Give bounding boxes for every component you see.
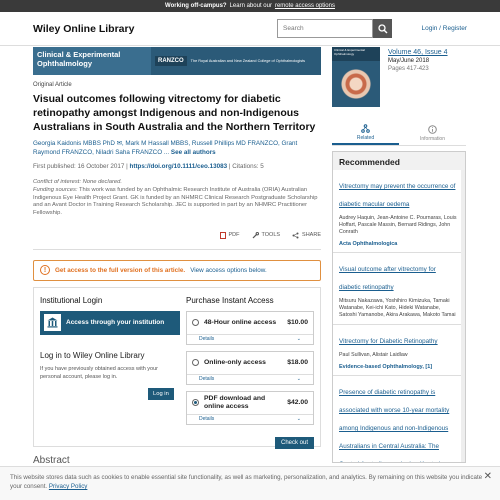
- search-bar: [277, 19, 392, 38]
- info-icon: [428, 125, 437, 134]
- first-published: First published: 16 October 2017: [33, 163, 125, 170]
- share-label: SHARE: [302, 232, 321, 239]
- purchase-option[interactable]: [186, 391, 314, 425]
- tools-menu[interactable]: [252, 232, 281, 239]
- remote-access-link[interactable]: remote access options: [274, 3, 335, 9]
- journal-banner[interactable]: [33, 47, 321, 75]
- funding-statement: [33, 187, 321, 218]
- access-notice: [33, 260, 321, 281]
- tab-information[interactable]: [399, 121, 466, 145]
- list-item: [333, 170, 465, 253]
- wiley-login-text: If you have previously obtained access with your personal account, please log in.: [40, 365, 159, 380]
- recommended-scrollbar[interactable]: [461, 170, 465, 462]
- volume-issue-link[interactable]: Volume 46, Issue 4: [388, 49, 448, 56]
- option-price: $18.00: [287, 359, 308, 367]
- conflict-statement: Conflict of interest: None declared.: [33, 179, 122, 185]
- purchase-title: Purchase Instant Access: [186, 295, 274, 305]
- citations-count[interactable]: Citations: 5: [232, 163, 264, 170]
- list-item: [333, 325, 465, 376]
- journal-name-line1: Clinical & Experimental: [37, 50, 121, 59]
- recommended-authors: Audrey Haquin, Jean-Antoine C. Pournaras, Louis Hoffart, Pascale Massin, Bernard Ridings, John Conrath: [339, 215, 457, 235]
- issue-date: May/June 2018: [388, 58, 430, 64]
- share-icon: [292, 232, 299, 239]
- doi-link[interactable]: https://doi.org/10.1111/ceo.13083: [129, 163, 228, 170]
- wrench-icon: [252, 232, 259, 239]
- see-all-authors-link[interactable]: See all authors: [170, 148, 216, 156]
- section-divider: [33, 249, 321, 250]
- chevron-down-icon: ⌄: [296, 336, 301, 343]
- wiley-login-title: Log in to Wiley Online Library: [40, 350, 145, 360]
- option-details-toggle[interactable]: [187, 414, 313, 424]
- log-in-button[interactable]: Log in: [148, 388, 174, 400]
- journal-cover[interactable]: [332, 47, 380, 107]
- article-main: [33, 47, 321, 447]
- option-details-toggle[interactable]: [187, 374, 313, 384]
- details-label: Details: [199, 336, 215, 343]
- cover-image: [338, 67, 374, 101]
- option-radio-selected[interactable]: [192, 399, 199, 406]
- cover-title: Clinical & Experimental Ophthalmology: [332, 47, 380, 61]
- list-item: [333, 253, 465, 325]
- off-campus-bar: [0, 0, 500, 12]
- sidebar: [332, 47, 466, 463]
- cookie-banner: [0, 466, 500, 500]
- list-item: [333, 376, 465, 463]
- off-campus-text: Learn about our: [229, 3, 272, 9]
- abstract-heading: Abstract: [33, 455, 70, 466]
- check-out-button[interactable]: Check out: [275, 437, 314, 449]
- institution-icon: [44, 314, 61, 331]
- society-logo: RANZCO: [155, 56, 187, 66]
- close-icon[interactable]: ✕: [483, 471, 492, 482]
- access-notice-strong: Get access to the full version of this article.: [55, 266, 186, 274]
- purchase-option[interactable]: [186, 351, 314, 385]
- option-label: PDF download and online access: [204, 395, 266, 410]
- site-logo[interactable]: Wiley Online Library: [33, 22, 135, 35]
- recommended-title-link[interactable]: Vitrectomy may prevent the occurrence of diabetic macular oedema: [339, 183, 456, 208]
- login-register-link[interactable]: Login / Register: [421, 25, 467, 32]
- recommended-panel: [332, 151, 466, 463]
- recommended-authors: Mitsuru Nakazawa, Yoshihiro Kimizuka, Tamaki Watanabe, Kei-ichi Kato, Hideki Watanabe, Satoshi Yamanobe, Akira Arakawa, Makoto Tamai: [339, 298, 456, 318]
- recommended-journal[interactable]: Acta Ophthalmologica: [339, 241, 398, 247]
- site-header: [0, 12, 500, 46]
- publication-line: First published: 16 October 2017 | https://doi.org/10.1111/ceo.13083 | Citations: 5: [33, 163, 264, 170]
- author-list: [33, 140, 321, 157]
- funding-text: This work was funded by an Ophthalmic Research Institute of Australia (ORIA) Australian Indigenous Eye Health Project Grant. GK is funded by an NHMRC Clinical Research Postgraduate Scholarship and an Avant Doctor in Training Research Scholarship. JEC is supported in part by an NHMRC Practitioner Fellowship.: [33, 186, 318, 217]
- article-tools: [33, 232, 321, 239]
- related-icon: [361, 124, 370, 133]
- issue-meta: [388, 49, 448, 107]
- institutional-login-title: Institutional Login: [40, 295, 103, 305]
- sidebar-tabs: [332, 121, 466, 146]
- article-type: Original Article: [33, 82, 72, 88]
- society-block: [151, 47, 321, 75]
- search-icon: [378, 24, 388, 34]
- journal-name: [33, 47, 151, 75]
- recommended-heading: Recommended: [333, 152, 465, 170]
- institution-access-label: Access through your institution: [66, 318, 165, 326]
- view-access-options-link[interactable]: View access options below.: [190, 266, 267, 274]
- option-details-toggle[interactable]: [187, 334, 313, 344]
- details-label: Details: [199, 416, 215, 423]
- recommended-title-link[interactable]: Vitrectomy for Diabetic Retinopathy: [339, 338, 438, 345]
- option-radio[interactable]: [192, 359, 199, 366]
- tab-related[interactable]: [332, 121, 399, 145]
- purchase-column: [180, 295, 314, 446]
- option-label: Online-only access: [204, 359, 266, 367]
- access-options-panel: [33, 287, 321, 447]
- recommended-title-link[interactable]: Presence of diabetic retinopathy is associated with worse 10-year mortality among Indigenous and non-Indigenous Australians in Central Australia: The: [339, 389, 450, 450]
- cookie-text: This website stores data such as cookies to enable essential site functionality, as well as marketing, personalization, and analytics. By remaining on this website you indicate your consent.: [10, 474, 483, 490]
- option-price: $42.00: [287, 399, 308, 407]
- recommended-journal[interactable]: Evidence-based Ophthalmology, [1]: [339, 364, 433, 370]
- chevron-down-icon: ⌄: [296, 376, 301, 383]
- issue-pages: Pages 417-423: [388, 66, 429, 72]
- article-title: Visual outcomes following vitrectomy for diabetic retinopathy amongst Indigenous and non-Indigenous Australians in South Australia and the Northern Territory: [33, 93, 316, 133]
- pdf-icon: [220, 232, 226, 239]
- search-button[interactable]: [373, 19, 392, 38]
- recommended-title-link[interactable]: Visual outcome after vitrectomy for diabetic retinopathy: [339, 266, 436, 291]
- journal-name-line2: Ophthalmology: [37, 59, 92, 68]
- option-label: 48-Hour online access: [204, 319, 277, 327]
- institution-access-button[interactable]: [40, 311, 180, 335]
- funding-label: Funding sources:: [33, 186, 78, 193]
- share-menu[interactable]: [292, 232, 321, 239]
- tools-label: TOOLS: [261, 232, 281, 239]
- pdf-label: PDF: [228, 232, 240, 239]
- search-input[interactable]: Search: [277, 19, 373, 38]
- recommended-authors: Paul Sullivan, Alistair Laidlaw: [339, 352, 408, 358]
- pdf-tool[interactable]: [220, 232, 240, 239]
- option-radio[interactable]: [192, 319, 199, 326]
- purchase-option[interactable]: [186, 311, 314, 345]
- details-label: Details: [199, 376, 215, 383]
- warning-icon: !: [40, 265, 50, 275]
- off-campus-label: Working off-campus?: [165, 3, 227, 9]
- author-names[interactable]: Georgia Kaidonis MBBS PhD ✉, Mark M Hassall MBBS, Russell Phillips MD FRANZCO, Grant Raymond FRANZCO, Niladri Saha FRANZCO ...: [33, 140, 298, 156]
- society-text: The Royal Australian and New Zealand College of Ophthalmologists: [190, 58, 306, 63]
- tab-information-label: Information: [419, 135, 445, 142]
- institutional-column: [40, 296, 180, 438]
- issue-info: [332, 47, 466, 107]
- option-price: $10.00: [287, 319, 308, 327]
- tab-related-label: Related: [356, 134, 375, 141]
- chevron-down-icon: ⌄: [296, 416, 301, 423]
- privacy-policy-link[interactable]: Privacy Policy: [48, 483, 88, 490]
